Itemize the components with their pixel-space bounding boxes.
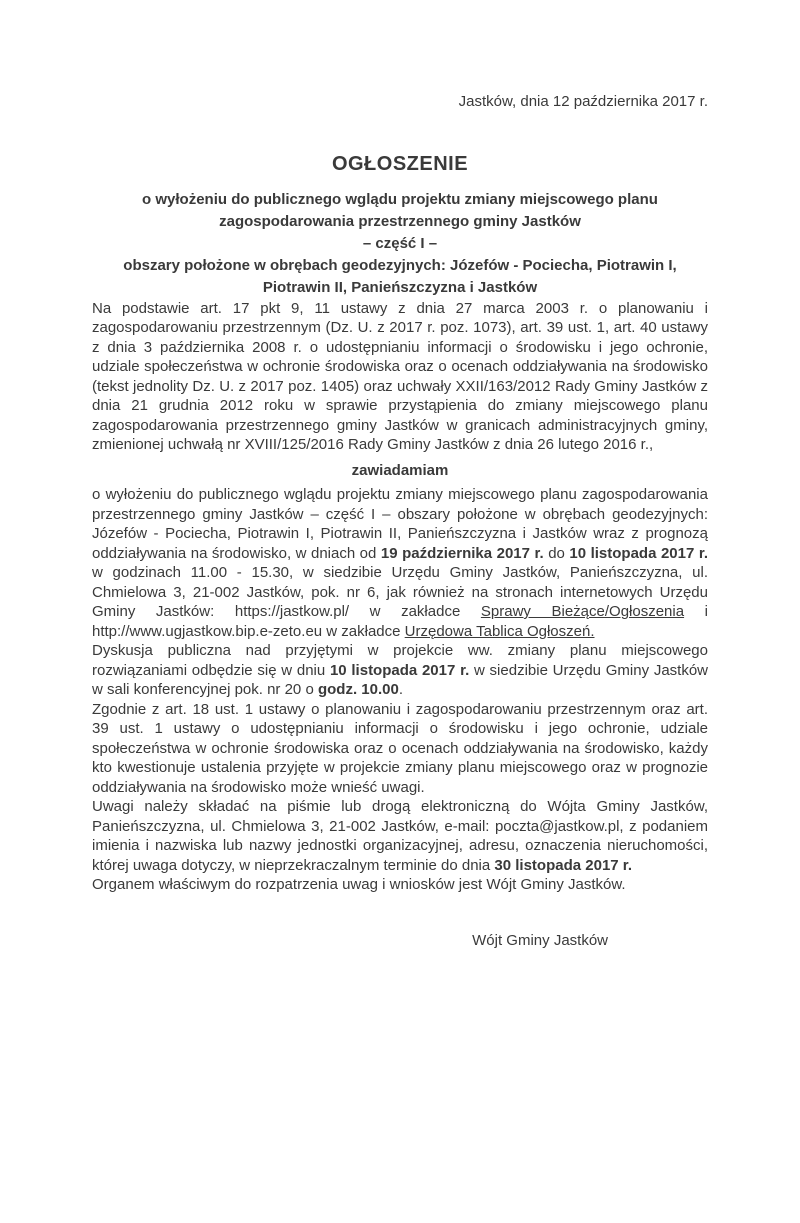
link-urzedowa-tablica-ogloszen[interactable]: Urzędowa Tablica Ogłoszeń. [404,622,595,640]
text-segment: Dyskusja publiczna nad przyjętymi w projekcie ww. zmiany planu miejscowego rozwiązaniami odbędzie się w dniu [92,642,708,679]
text-segment: Organem właściwym do rozpatrzenia uwag i wniosków jest Wójt Gminy Jastków. [92,876,626,893]
link-sprawy-biezace-ogloszenia[interactable]: Sprawy Bieżące/Ogłoszenia [480,603,685,620]
paragraph-remarks-submission [92,797,708,875]
date-line: Jastków, dnia 12 października 2017 r. [458,93,708,110]
text-segment: . [398,681,403,698]
text-segment: Uwagi należy składać na piśmie lub drogą elektroniczną do Wójta Gminy Jastków, Panieńszczyzna, ul. Chmielowa 3, 21-002 Jastków, e-mail: poczta@jastkow.pl, z podaniem imienia i nazwiska lub nazwy jednostki organizacyjnej, adresu, oznaczenia nieruchomości, której uwaga dotyczy, w nieprzekraczalnym terminie do dnia [92,798,708,874]
paragraph-exhibition-details [92,485,708,641]
text-segment: 30 listopada 2017 r. [494,856,632,874]
text-segment: w siedzibie Urzędu Gminy Jastków w sali konferencyjnej pok. nr 20 o [92,661,708,698]
text-segment: w godzinach 11.00 - 15.30, w siedzibie Urzędu Gminy Jastków, Panieńszczyzna, ul. Chmielowa 3, 21-002 Jastków, pok. nr 6, jak również na stronach internetowych Urzędu Gminy Jastków: https://jastkow.pl/ w zakładce [92,564,708,620]
text-segment: 19 października 2017 r. [380,544,544,562]
text-segment: i http://www.ugjastkow.bip.e-zeto.eu w zakładce [92,603,708,640]
page-subtitle: o wyłożeniu do publicznego wglądu projektu zmiany miejscowego planu zagospodarowania przestrzennego gminy Jastków – część I – obszary położone w obrębach geodezyjnych: Józefów - Pociecha, Piotrawin I, Piotrawin II, Panieńszczyzna i Jastków [123,190,677,296]
text-segment: Zgodnie z art. 18 ust. 1 ustawy o planowaniu i zagospodarowaniu przestrzennym oraz art. 39 ust. 1 ustawy o udostępnianiu informacji o środowisku i jego ochronie, udziale społeczeństwa w ochronie środowiska oraz o ocenach oddziaływania na środowisko, każdy kto kwestionuje ustalenia przyjęte w projekcie zmiany planu miejscowego oraz w prognozie oddziaływania na środowisko może wnieść uwagi. [92,700,708,796]
notice-heading: zawiadamiam [351,461,449,479]
paragraph-competent-authority [92,875,708,895]
text-segment: o wyłożeniu do publicznego wglądu projektu zmiany miejscowego planu zagospodarowania przestrzennego gminy Jastków – część I – obszary położone w obrębach geodezyjnych: Józefów - Pociecha, Piotrawin I, Piotrawin II, Panieńszczyzna i Jastków wraz z prognozą oddziaływania na środowisko, w dniach od [92,486,708,562]
paragraph-legal-basis [92,299,708,455]
text-segment: Na podstawie art. 17 pkt 9, 11 ustawy z dnia 27 marca 2003 r. o planowaniu i zagospodarowaniu przestrzennym (Dz. U. z 2017 r. poz. 1073), art. 39 ust. 1, art. 40 ustawy z dnia 3 października 2008 r. o udostępnianiu informacji o środowisku i jego ochronie, udziale społeczeństwa w ochronie środowiska oraz o ocenach oddziaływania na środowisko (tekst jednolity Dz. U. z 2017 poz. 1405) oraz uchwały XXII/163/2012 Rady Gminy Jastków z dnia 21 grudnia 2012 roku w sprawie przystąpienia do zmiany miejscowego planu zagospodarowania przestrzennego gminy Jastków w granicach administracyjnych gminy, zmienionej uchwałą nr XVIII/125/2016 Rady Gminy Jastków z dnia 26 lutego 2016 r., [92,299,708,453]
paragraph-objections-right [92,700,708,798]
text-segment: do [543,544,570,562]
text-segment: 10 listopada 2017 r. [569,544,708,562]
signature-line: Wójt Gminy Jastków [472,931,608,949]
text-segment: 10 listopada 2017 r. [329,661,470,679]
text-segment: godz. 10.00 [317,681,399,698]
document-page [0,92,800,1223]
paragraph-public-discussion [92,641,708,700]
page-title: OGŁOSZENIE [331,152,469,175]
